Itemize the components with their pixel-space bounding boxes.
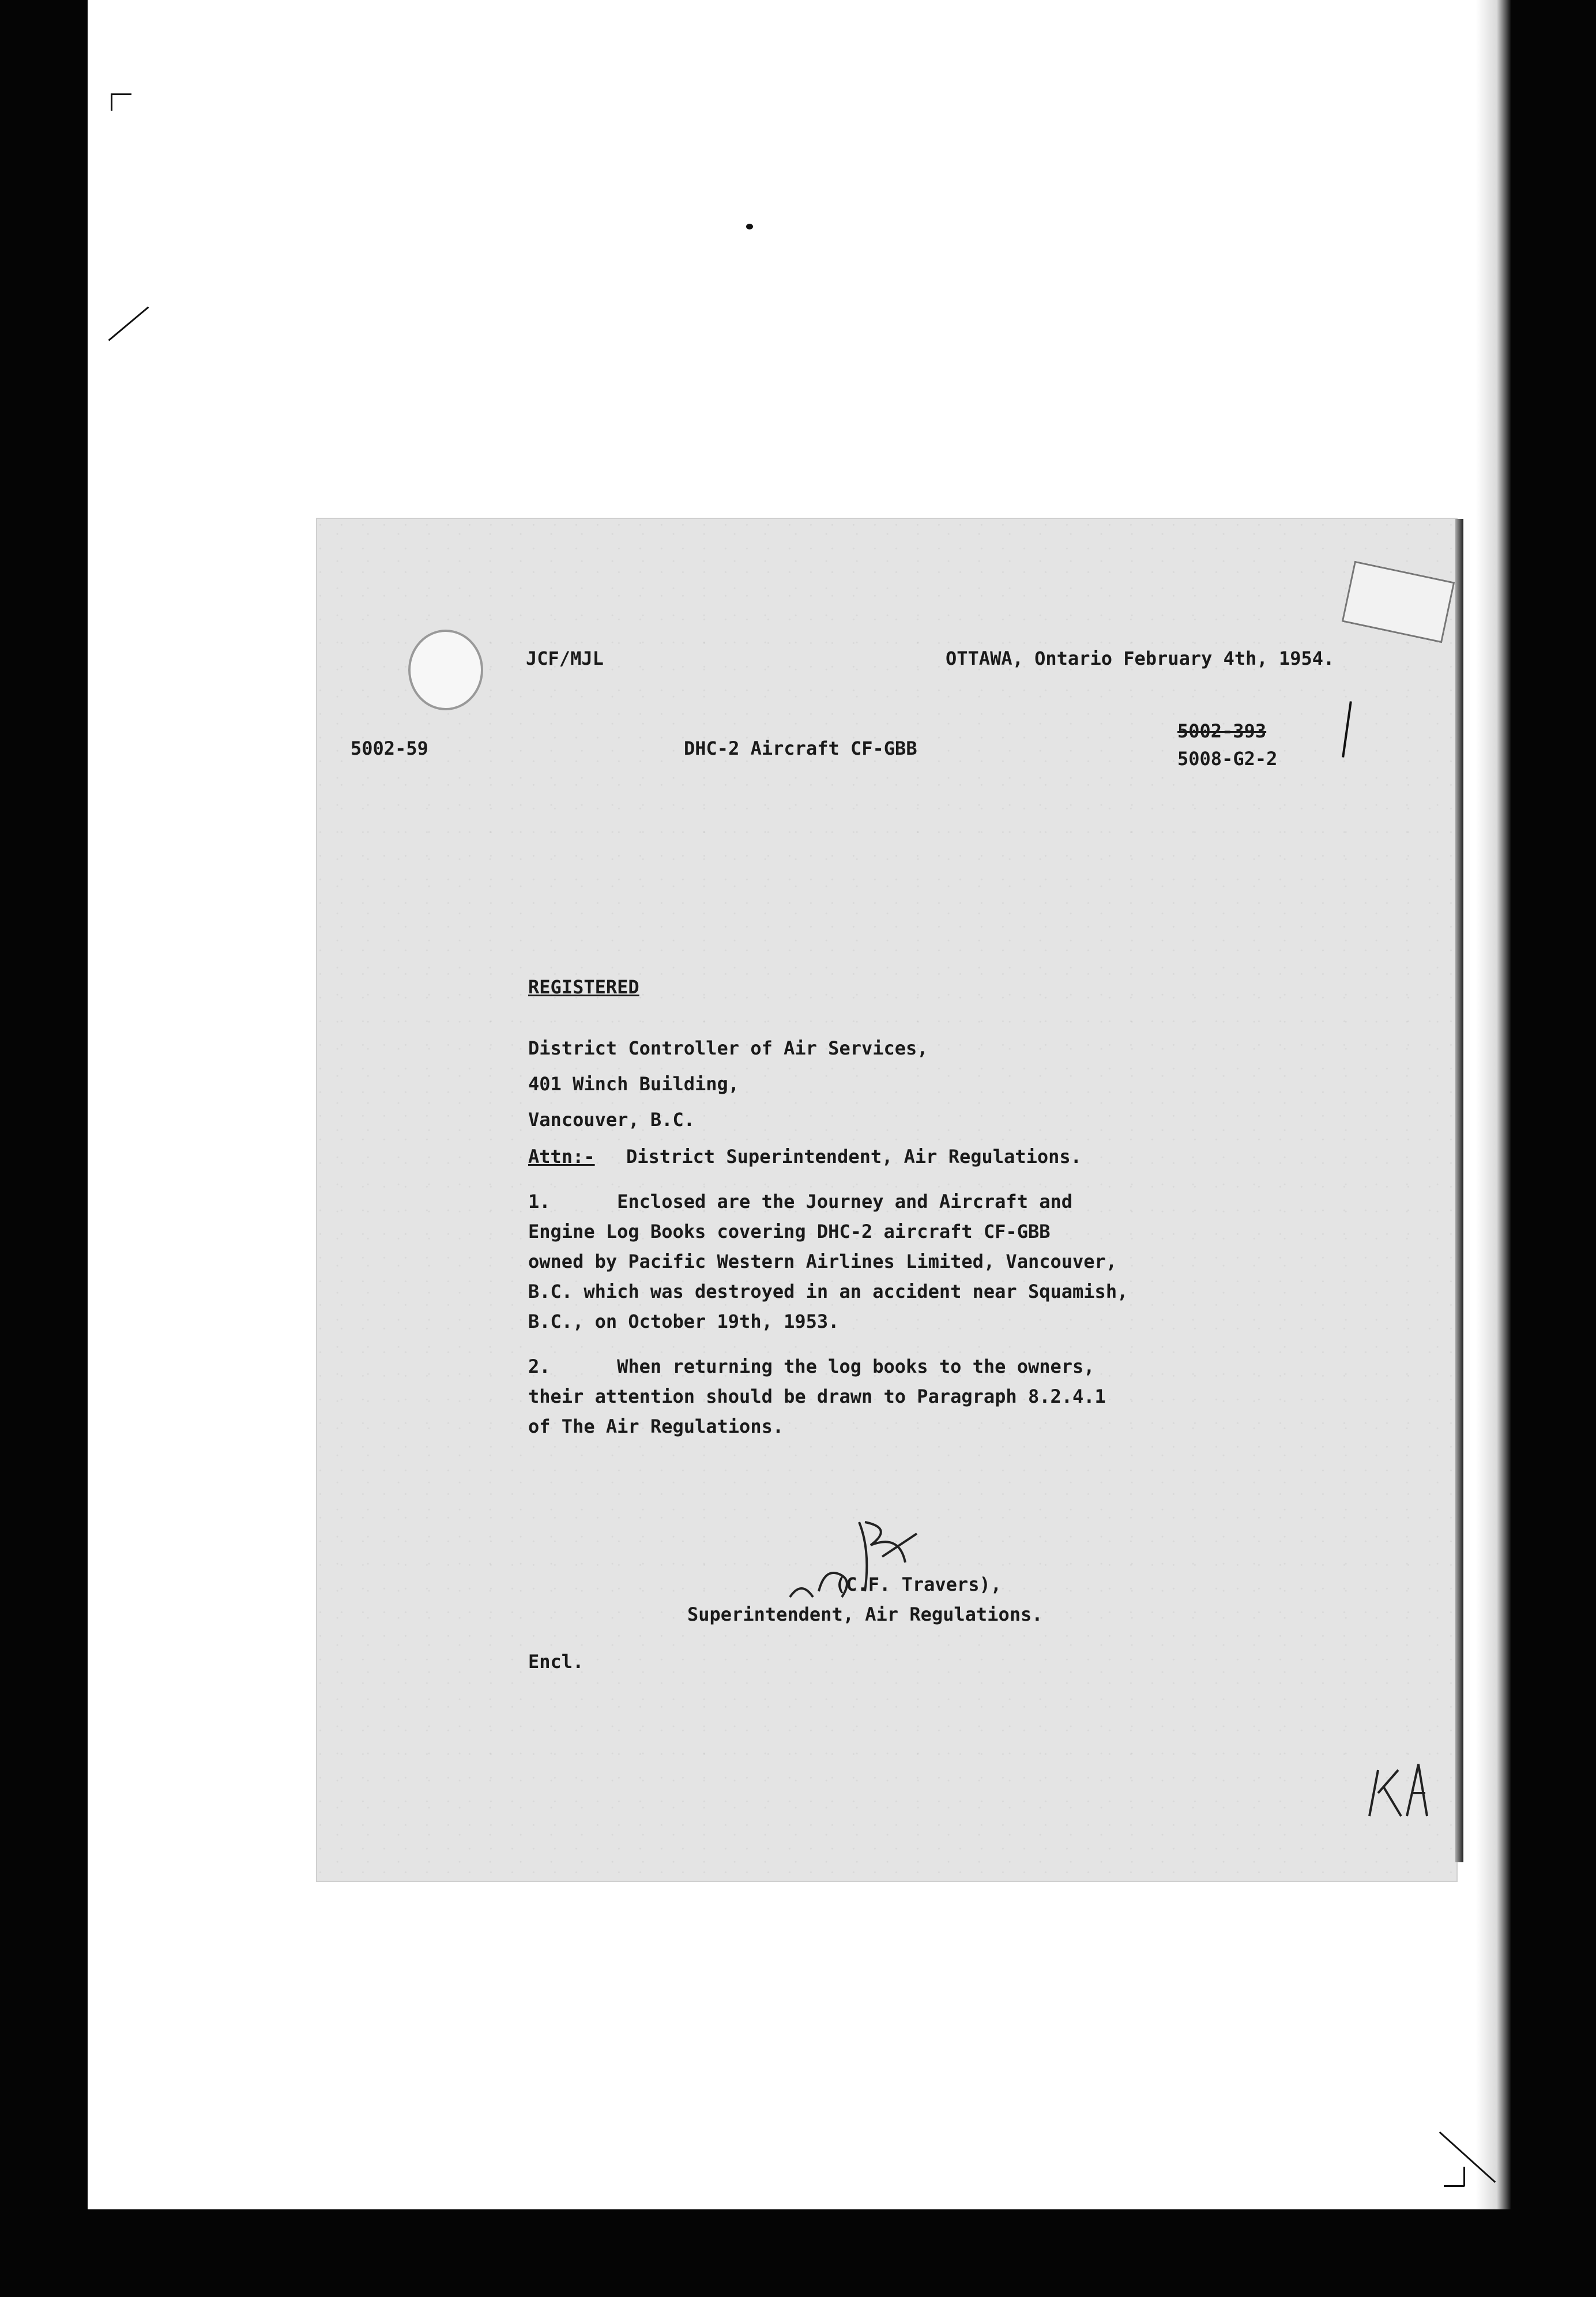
address-line: Vancouver, B.C.: [528, 1109, 695, 1131]
address-line: 401 Winch Building,: [528, 1073, 740, 1095]
registered-label: REGISTERED: [528, 976, 639, 998]
paragraph-line: 2. When returning the log books to the owners,: [528, 1355, 1095, 1377]
paragraph-line: 1. Enclosed are the Journey and Aircraft and: [528, 1191, 1073, 1212]
punch-hole: [408, 630, 483, 710]
file-number-struck: 5002-393: [1177, 720, 1267, 742]
paragraph-line: their attention should be drawn to Paragraph 8.2.4.1: [528, 1385, 1106, 1407]
paragraph-line: of The Air Regulations.: [528, 1415, 784, 1437]
address-line: District Controller of Air Services,: [528, 1037, 928, 1059]
enclosure-note: Encl.: [528, 1651, 584, 1673]
file-number-left: 5002-59: [351, 737, 428, 759]
letter-edge: [1455, 519, 1463, 1862]
place-date: OTTAWA, Ontario February 4th, 1954.: [946, 647, 1335, 669]
frame-edge: [1476, 0, 1511, 2209]
handwritten-initials: [1361, 1753, 1441, 1822]
crop-mark: [1444, 2185, 1465, 2187]
crop-mark: [111, 93, 131, 95]
paragraph-line: B.C., on October 19th, 1953.: [528, 1311, 840, 1332]
attention-label: Attn:-: [528, 1146, 595, 1168]
dust-speck: [746, 224, 753, 229]
paragraph-line: B.C. which was destroyed in an accident near Squamish,: [528, 1281, 1128, 1302]
crop-mark: [111, 93, 112, 111]
paragraph-line: owned by Pacific Western Airlines Limited, Vancouver,: [528, 1251, 1117, 1272]
reference-initials: JCF/MJL: [526, 647, 604, 669]
crop-mark: [1463, 2167, 1465, 2186]
attention-text: District Superintendent, Air Regulations.: [626, 1146, 1082, 1168]
signatory-name: (C.F. Travers),: [835, 1573, 1002, 1595]
file-number-right: 5008-G2-2: [1177, 748, 1278, 770]
paragraph-line: Engine Log Books covering DHC-2 aircraft CF-GBB: [528, 1221, 1051, 1242]
signatory-title: Superintendent, Air Regulations.: [687, 1603, 1043, 1625]
subject-line: DHC-2 Aircraft CF-GBB: [684, 737, 917, 759]
